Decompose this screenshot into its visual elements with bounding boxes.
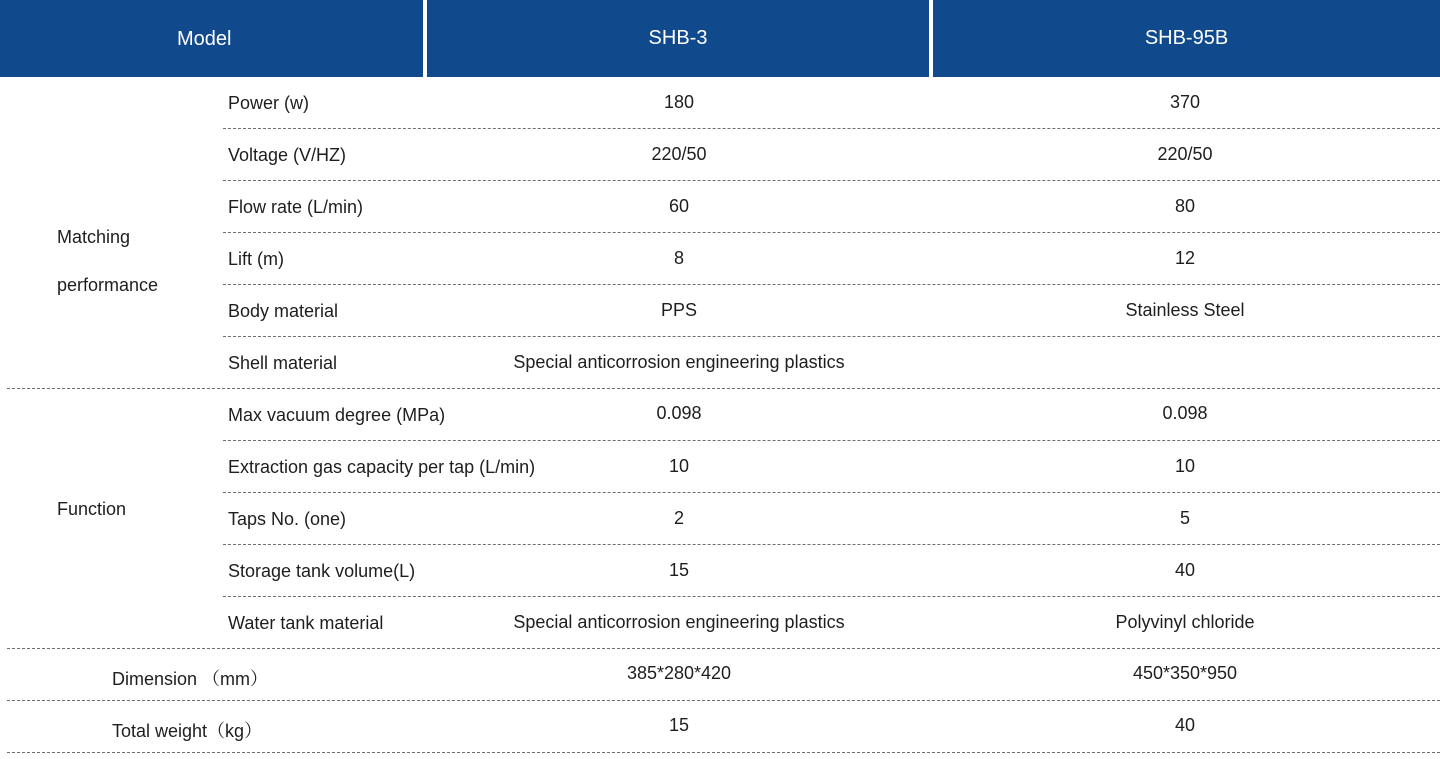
header-model-1-cell [427,0,929,77]
row-value-model-2: 5 [1179,508,1190,528]
row-value-model-1: 15 [668,560,690,580]
table-row [0,337,1440,389]
row-param: Extraction gas capacity per tap (L/min) [228,457,536,477]
row-value-model-1: 180 [663,92,695,112]
row-value-model-1: 220/50 [651,144,707,164]
table-row [0,597,1440,649]
row-value-model-1: PPS [660,300,698,320]
table-row [0,233,1440,285]
table-row [0,77,1440,129]
header-model-label-cell [0,0,423,77]
row-value-model-2: 40 [1174,560,1196,580]
row-param: Lift (m) [228,249,284,269]
row-value-model-1: 60 [668,196,690,216]
table-row-dimension [0,649,1440,701]
row-param: Flow rate (L/min) [228,197,364,217]
table-row [0,181,1440,233]
table-header [0,0,1440,77]
group-label-function: Function [57,499,127,519]
row-value-model-2: 80 [1174,196,1196,216]
row-value-model-1: Special anticorrosion engineering plastics [513,352,845,372]
table-row-weight [0,701,1440,753]
header-model-2: SHB-95B [1144,27,1229,49]
table-row [0,389,1440,441]
row-value-model-2: 10 [1174,456,1196,476]
row-param: Shell material [228,353,338,373]
row-param: Storage tank volume(L) [228,561,416,581]
table-row [0,545,1440,597]
table-row [0,493,1440,545]
row-value-model-2: 370 [1169,92,1201,112]
row-value-model-2: Stainless Steel [1125,300,1245,320]
row-value-model-2: 220/50 [1157,144,1213,164]
row-param: Max vacuum degree (MPa) [228,405,446,425]
row-value-model-2: 12 [1174,248,1196,268]
dimension-value-model-1: 385*280*420 [626,663,732,683]
row-param: Voltage (V/HZ) [228,145,347,165]
group-label-matching-line1: Matching [57,227,131,247]
row-param: Taps No. (one) [228,509,347,529]
row-value-model-2: Polyvinyl chloride [1115,612,1255,632]
row-param: Water tank material [228,613,384,633]
weight-value-model-2: 40 [1174,715,1196,735]
header-model-1: SHB-3 [648,27,708,49]
table-row [0,441,1440,493]
row-value-model-1: Special anticorrosion engineering plastics [513,612,845,632]
dimension-label: Dimension （mm） [112,669,269,689]
weight-value-model-1: 15 [668,715,690,735]
table-row [0,129,1440,181]
row-value-model-1: 8 [673,248,684,268]
group-label-matching-line2: performance [57,275,159,295]
row-value-model-1: 2 [673,508,684,528]
row-value-model-1: 0.098 [656,403,702,423]
row-param: Power (w) [228,93,310,113]
row-value-model-2: 0.098 [1162,403,1208,423]
dimension-value-model-2: 450*350*950 [1132,663,1238,683]
row-value-model-1: 10 [668,456,690,476]
spec-table-body [0,77,1440,759]
weight-label: Total weight（kg） [112,721,263,741]
header-model-2-cell [933,0,1440,77]
header-model-label: Model [177,28,232,50]
group-divider [7,752,1440,753]
table-row [0,285,1440,337]
row-param: Body material [228,301,339,321]
